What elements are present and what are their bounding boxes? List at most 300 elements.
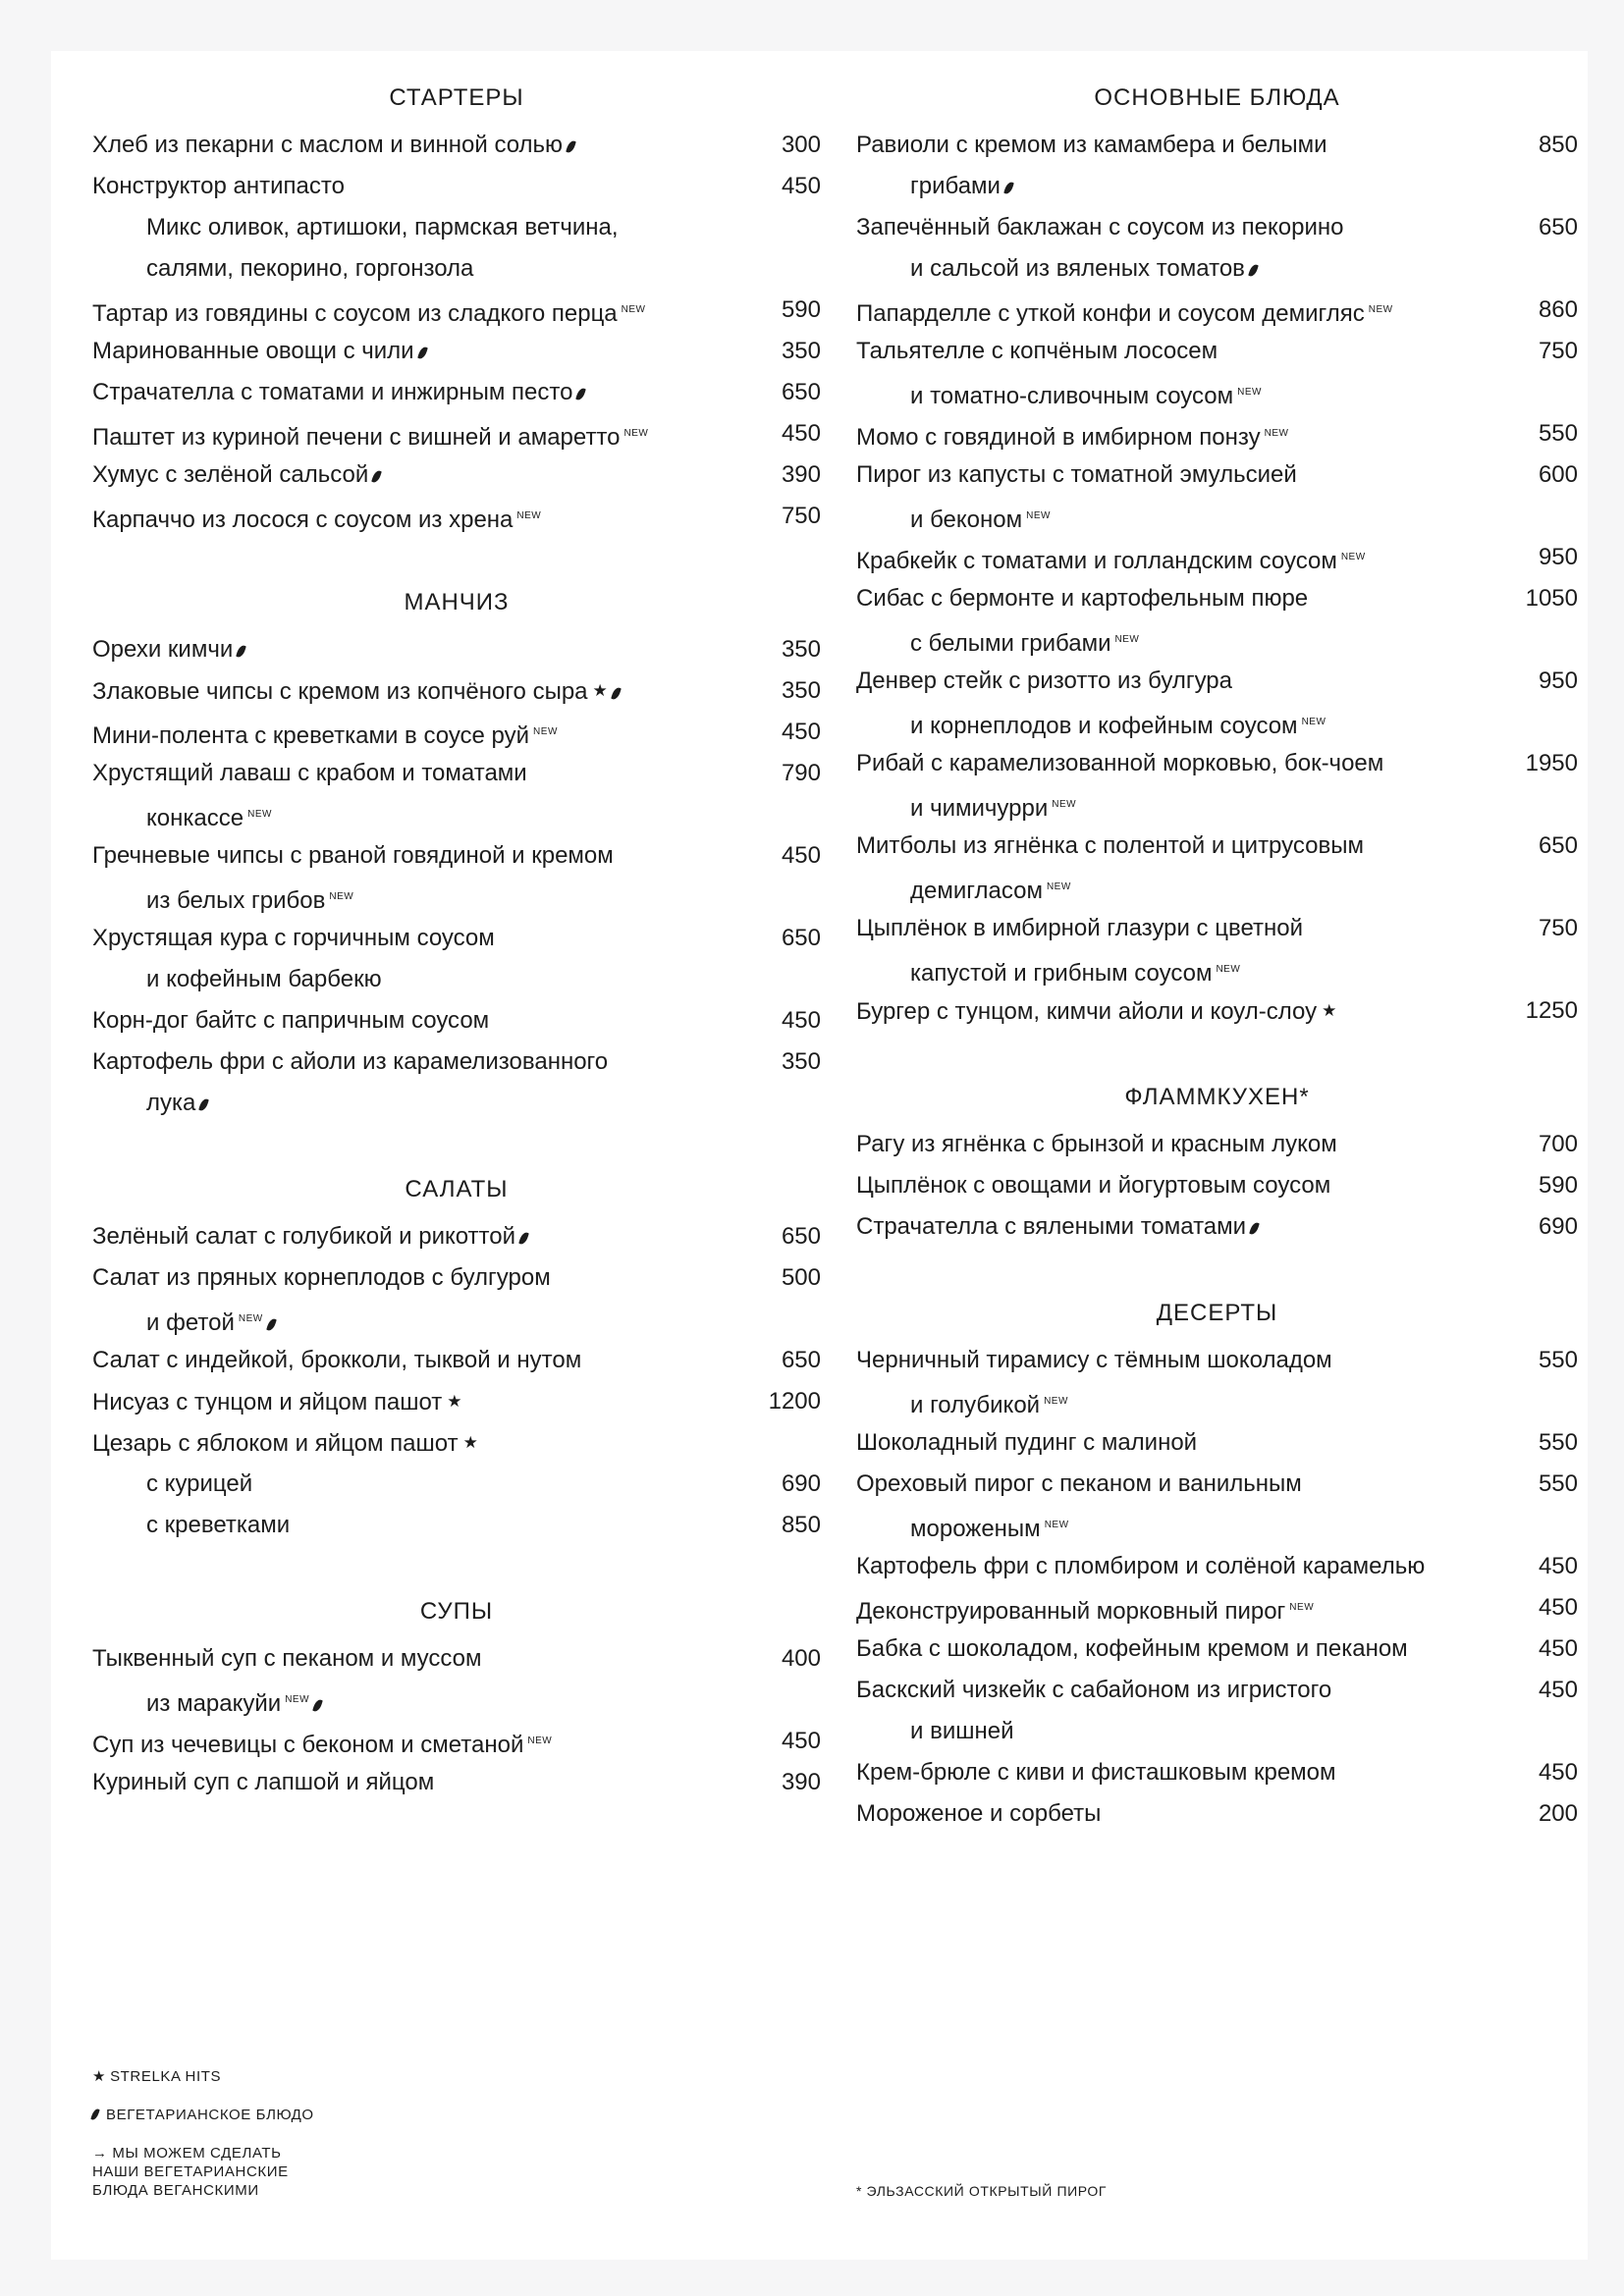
legend-vegan-line: → МЫ МОЖЕМ СДЕЛАТЬ (92, 2145, 282, 2162)
menu-item-description-text: Микс оливок, артишоки, пармская ветчина, (146, 214, 619, 240)
menu-item-price: 350 (781, 636, 821, 663)
menu-item-text: Пирог из капусты с томатной эмульсией (856, 461, 1297, 488)
menu-item-text: Папарделле с уткой конфи и соусом демигляс (856, 300, 1365, 327)
menu-item-text: и чимичурри (910, 795, 1049, 822)
menu-item-name (856, 1381, 1578, 1422)
menu-item-name (856, 413, 1578, 454)
legend-vegetarian (92, 2106, 314, 2124)
menu-item (856, 1793, 1578, 1835)
menu-item-text: Корн-дог байтс с папричным соусом (92, 1007, 490, 1034)
menu-item-name (856, 248, 1578, 290)
menu-item (856, 1206, 1578, 1248)
menu-item-name (856, 331, 1578, 372)
menu-item-name (856, 1711, 1578, 1752)
menu-item (92, 1257, 821, 1340)
leaf-icon (312, 1698, 323, 1713)
menu-item-text: и сальсой из вяленых томатов (910, 255, 1245, 282)
menu-column-right (856, 51, 1578, 1886)
menu-item-text: Куриный суп с лапшой и яйцом (92, 1769, 435, 1795)
menu-item-name (92, 918, 821, 959)
menu-item-price: 600 (1538, 461, 1578, 488)
menu-item-name (92, 959, 821, 1000)
menu-item-text: и беконом (910, 507, 1023, 533)
leaf-icon (90, 2108, 99, 2120)
menu-item (92, 454, 821, 496)
menu-item-text: Картофель фри с айоли из карамелизованного (92, 1048, 609, 1075)
new-badge: NEW (1340, 552, 1366, 562)
menu-section (856, 1083, 1578, 1248)
menu-item-price: 590 (1538, 1172, 1578, 1199)
menu-item-text: Тартар из говядины с соусом из сладкого перца (92, 300, 618, 327)
leaf-icon (1003, 181, 1014, 195)
leaf-icon (236, 644, 246, 659)
menu-item-variant (92, 1464, 821, 1505)
menu-item (856, 207, 1578, 290)
menu-item-name (92, 629, 821, 670)
menu-item-name (92, 331, 821, 372)
new-badge: NEW (1216, 964, 1241, 975)
menu-item (856, 990, 1578, 1032)
menu-item-text: демигласом (910, 878, 1043, 904)
menu-item-text: Сибас с бермонте и картофельным пюре (856, 585, 1309, 612)
menu-item-price: 1050 (1525, 585, 1578, 612)
star-icon: ★ (1322, 1001, 1337, 1020)
new-badge: NEW (1114, 634, 1140, 645)
menu-item-text: Крабкейк с томатами и голландским соусом (856, 548, 1337, 574)
menu-item-name (856, 949, 1578, 990)
menu-item-variant-name (92, 1464, 821, 1505)
menu-item-text: Мороженое и сорбеты (856, 1800, 1102, 1827)
legend (92, 2067, 314, 2219)
menu-item (92, 1721, 821, 1762)
menu-item-text: Картофель фри с пломбиром и солёной карамелью (856, 1553, 1426, 1579)
menu-item-description-text: салями, пекорино, горгонзола (146, 255, 474, 282)
menu-item (856, 331, 1578, 413)
menu-item-name (856, 1206, 1578, 1248)
section-title: МАНЧИЗ (404, 589, 510, 615)
section-title: САЛАТЫ (405, 1176, 509, 1202)
menu-item (92, 496, 821, 537)
menu-item-text: и фетой (146, 1309, 235, 1336)
menu-item-price: 750 (781, 503, 821, 529)
leaf-icon (199, 1097, 210, 1112)
menu-item-text: Хрустящая кура с горчичным соусом (92, 925, 495, 951)
menu-item (856, 826, 1578, 908)
menu-item-text: Хлеб из пекарни с маслом и винной солью (92, 132, 564, 158)
menu-item (856, 1629, 1578, 1670)
menu-item-text: Маринованные овощи с чили (92, 338, 414, 364)
menu-item-name (856, 496, 1578, 537)
menu-item-text: Зелёный салат с голубикой и рикоттой (92, 1223, 516, 1250)
menu-item (92, 166, 821, 290)
new-badge: NEW (285, 1694, 310, 1705)
menu-item-description (92, 207, 821, 248)
menu-item-text: Деконструированный морковный пирог (856, 1598, 1286, 1625)
menu-item-name (856, 826, 1578, 867)
menu-item-text: Цыплёнок в имбирной глазури с цветной (856, 915, 1303, 941)
new-badge: NEW (1044, 1396, 1068, 1407)
menu-item-price: 550 (1538, 1470, 1578, 1497)
menu-item-text: Баскский чизкейк с сабайоном из игристого (856, 1677, 1332, 1703)
menu-item-text: Цезарь с яблоком и яйцом пашот (92, 1430, 459, 1457)
menu-item-text: Запечённый баклажан с соусом из пекорино (856, 214, 1344, 240)
menu-item (92, 835, 821, 918)
menu-item-name (92, 835, 821, 877)
menu-item-text: Крем-брюле с киви и фисташковым кремом (856, 1759, 1336, 1786)
menu-item-price: 450 (1538, 1594, 1578, 1621)
menu-item-text: мороженым (910, 1516, 1041, 1542)
menu-item-price: 750 (1538, 338, 1578, 364)
menu-item-price: 450 (781, 420, 821, 447)
menu-item-name (856, 166, 1578, 207)
menu-item-text: Ореховый пирог с пеканом и ванильным (856, 1470, 1302, 1497)
menu-item-name (856, 372, 1578, 413)
menu-item-price: 450 (1538, 1759, 1578, 1786)
menu-item-price: 650 (781, 379, 821, 405)
menu-item-name (92, 753, 821, 794)
footnote: * ЭЛЬЗАССКИЙ ОТКРЫТЫЙ ПИРОГ (856, 2183, 1108, 2199)
menu-item-name (856, 454, 1578, 496)
star-icon: ★ (447, 1392, 462, 1411)
menu-item-text: из белых грибов (146, 887, 326, 914)
menu-item-name (92, 166, 821, 207)
section-title: ОСНОВНЫЕ БЛЮДА (1094, 84, 1340, 111)
menu-item-text: Тыквенный суп с пеканом и муссом (92, 1645, 482, 1672)
new-badge: NEW (1044, 1520, 1069, 1530)
menu-item-price: 700 (1538, 1131, 1578, 1157)
menu-item-text: Цыплёнок с овощами и йогуртовым соусом (856, 1172, 1331, 1199)
menu-item-price: 300 (781, 132, 821, 158)
menu-section (92, 1597, 821, 1803)
menu-item (92, 1041, 821, 1124)
menu-item-name (856, 1670, 1578, 1711)
menu-item (92, 372, 821, 413)
menu-item-price: 450 (781, 1728, 821, 1754)
menu-item-name (92, 454, 821, 496)
menu-item-name (856, 1165, 1578, 1206)
menu-item-text: и вишней (910, 1718, 1014, 1744)
menu-item (92, 629, 821, 670)
menu-item-text: Равиоли с кремом из камамбера и белыми (856, 132, 1327, 158)
menu-item (856, 454, 1578, 537)
menu-item (92, 753, 821, 835)
menu-item-price: 860 (1538, 296, 1578, 323)
menu-item-price: 650 (1538, 214, 1578, 240)
new-badge: NEW (621, 304, 646, 315)
menu-item-name (92, 1340, 821, 1381)
menu-item-price: 450 (1538, 1553, 1578, 1579)
star-icon: ★ (92, 2068, 107, 2085)
menu-item-text: Орехи кимчи (92, 636, 234, 663)
menu-item-text: Страчателла с томатами и инжирным песто (92, 379, 573, 405)
menu-item-text: Злаковые чипсы с кремом из копчёного сыра (92, 678, 588, 705)
menu-page (51, 51, 1588, 2260)
menu-item-name (92, 712, 821, 753)
menu-item-name (92, 1257, 821, 1299)
menu-item (856, 125, 1578, 207)
menu-item-name (92, 413, 821, 454)
menu-item-text: конкассе (146, 805, 244, 831)
menu-item-text: Митболы из ягнёнка с полентой и цитрусовым (856, 832, 1364, 859)
menu-item-text: Рагу из ягнёнка с брынзой и красным луком (856, 1131, 1337, 1157)
menu-item-name (856, 1752, 1578, 1793)
menu-item-name (856, 702, 1578, 743)
menu-item (856, 908, 1578, 990)
new-badge: NEW (1289, 1602, 1315, 1613)
menu-section (92, 588, 821, 1124)
menu-item-text: Суп из чечевицы с беконом и сметаной (92, 1732, 524, 1758)
menu-item-text: Момо с говядиной в имбирном понзу (856, 424, 1261, 451)
new-badge: NEW (1237, 387, 1262, 398)
menu-item-price: 200 (1538, 1800, 1578, 1827)
menu-item (856, 413, 1578, 454)
menu-section (856, 51, 1578, 1032)
menu-item-name (92, 1762, 821, 1803)
menu-item (92, 918, 821, 1000)
section-title: СУПЫ (419, 1598, 494, 1625)
menu-item-price: 450 (1538, 1635, 1578, 1662)
menu-item-name (856, 619, 1578, 661)
menu-item-text: Черничный тирамису с тёмным шоколадом (856, 1347, 1332, 1373)
menu-item (856, 537, 1578, 578)
menu-item-text: Хумус с зелёной сальсой (92, 461, 369, 488)
leaf-icon (611, 686, 622, 701)
menu-item-text: Нисуаз с тунцом и яйцом пашот (92, 1389, 443, 1415)
legend-vegan-line: НАШИ ВЕГЕТАРИАНСКИЕ (92, 2163, 289, 2180)
section-title: ФЛАММКУХЕН* (1124, 1084, 1310, 1110)
menu-item-price: 750 (1538, 915, 1578, 941)
menu-item-variant-price: 850 (781, 1512, 821, 1538)
menu-item-name (92, 290, 821, 331)
menu-item (92, 1000, 821, 1041)
menu-item-price: 950 (1538, 667, 1578, 694)
leaf-icon (371, 469, 382, 484)
menu-item-text: Гречневые чипсы с рваной говядиной и кремом (92, 842, 614, 869)
menu-item-text: Салат из пряных корнеплодов с булгуром (92, 1264, 551, 1291)
menu-item-variant-name (92, 1505, 821, 1546)
menu-item-description (92, 248, 821, 290)
menu-item-price: 650 (781, 1347, 821, 1373)
menu-item-name (856, 125, 1578, 166)
leaf-icon (1248, 263, 1259, 278)
menu-item-text: Паштет из куриной печени с вишней и амаретто (92, 424, 621, 451)
menu-item-name (856, 784, 1578, 826)
menu-item-name (92, 1041, 821, 1083)
menu-item-name (856, 661, 1578, 702)
menu-item-price: 1250 (1525, 997, 1578, 1024)
menu-item-price: 350 (781, 1048, 821, 1075)
menu-item-text: капустой и грибным соусом (910, 960, 1213, 987)
menu-item-variant (92, 1505, 821, 1546)
menu-item-name (92, 1000, 821, 1041)
menu-item (92, 1762, 821, 1803)
menu-item-text: Страчателла с вялеными томатами (856, 1213, 1247, 1240)
menu-item-name (92, 1721, 821, 1762)
menu-item (856, 661, 1578, 743)
menu-item-name (856, 1464, 1578, 1505)
menu-item-name (92, 125, 821, 166)
menu-item-price: 790 (781, 760, 821, 786)
menu-item-text: Мини-полента с креветками в соусе руй (92, 722, 530, 749)
menu-item-name (92, 877, 821, 918)
menu-item-price: 450 (781, 842, 821, 869)
menu-item-text: Тальятелле с копчёным лососем (856, 338, 1218, 364)
menu-item-variant-text: с курицей (146, 1470, 253, 1497)
new-badge: NEW (516, 510, 542, 521)
menu-item-price: 350 (781, 338, 821, 364)
menu-item-price: 650 (781, 925, 821, 951)
new-badge: NEW (527, 1735, 553, 1746)
menu-item-name (856, 290, 1578, 331)
menu-item (856, 290, 1578, 331)
menu-item-name (92, 1638, 821, 1680)
menu-item-price: 400 (781, 1645, 821, 1672)
legend-vegan-line: БЛЮДА ВЕГАНСКИМИ (92, 2182, 259, 2199)
menu-column-left (92, 51, 821, 1854)
menu-item-name (92, 670, 821, 712)
menu-item-price: 590 (781, 296, 821, 323)
menu-item-name (856, 1124, 1578, 1165)
menu-item (856, 1587, 1578, 1629)
new-badge: NEW (1264, 428, 1289, 439)
menu-item (92, 125, 821, 166)
new-badge: NEW (238, 1313, 263, 1324)
new-badge: NEW (623, 428, 649, 439)
menu-item-name (856, 743, 1578, 784)
menu-item-name (856, 1629, 1578, 1670)
menu-item-price: 390 (781, 461, 821, 488)
star-icon: ★ (592, 681, 608, 700)
menu-item-variant-price: 690 (781, 1470, 821, 1497)
menu-item-name (856, 578, 1578, 619)
menu-item-price: 550 (1538, 1347, 1578, 1373)
menu-item (856, 743, 1578, 826)
menu-item-name (92, 1680, 821, 1721)
menu-section (92, 1175, 821, 1546)
legend-hits (92, 2067, 314, 2086)
menu-item-text: Денвер стейк с ризотто из булгура (856, 667, 1233, 694)
menu-item-name (856, 207, 1578, 248)
menu-item-name (92, 1381, 821, 1422)
menu-item-name (856, 1793, 1578, 1835)
new-badge: NEW (1368, 304, 1393, 315)
legend-hits-label: STRELKA HITS (110, 2068, 222, 2085)
new-badge: NEW (247, 809, 272, 820)
menu-item-text: грибами (910, 173, 1001, 199)
menu-item-text: Салат с индейкой, брокколи, тыквой и нутом (92, 1347, 582, 1373)
menu-item-name (856, 908, 1578, 949)
menu-item-text: и голубикой (910, 1392, 1041, 1418)
menu-section (92, 51, 821, 537)
menu-item (856, 578, 1578, 661)
new-badge: NEW (1052, 799, 1077, 810)
menu-item-text: и кофейным барбекю (146, 966, 382, 992)
leaf-icon (1249, 1221, 1260, 1236)
menu-item-price: 350 (781, 677, 821, 704)
menu-item-name (856, 1587, 1578, 1629)
menu-item-text: Шоколадный пудинг с малиной (856, 1429, 1198, 1456)
new-badge: NEW (533, 726, 558, 737)
menu-item (92, 712, 821, 753)
menu-item-text: Хрустящий лаваш с крабом и томатами (92, 760, 527, 786)
leaf-icon (266, 1317, 277, 1332)
leaf-icon (566, 139, 576, 154)
menu-item-text: Конструктор антипасто (92, 173, 345, 199)
menu-item-price: 650 (781, 1223, 821, 1250)
menu-item (92, 1381, 821, 1422)
menu-item-price: 390 (781, 1769, 821, 1795)
menu-item (856, 1464, 1578, 1546)
menu-item (856, 1546, 1578, 1587)
menu-item (856, 1752, 1578, 1793)
menu-item-name (92, 496, 821, 537)
menu-item-name (856, 1422, 1578, 1464)
menu-item-price: 550 (1538, 420, 1578, 447)
menu-item-name (92, 372, 821, 413)
star-icon: ★ (462, 1433, 478, 1452)
menu-item (92, 290, 821, 331)
menu-item-price: 450 (781, 173, 821, 199)
menu-item (92, 1638, 821, 1721)
menu-item-name (856, 537, 1578, 578)
menu-item (856, 1165, 1578, 1206)
menu-item (856, 1670, 1578, 1752)
menu-item-price: 450 (781, 719, 821, 745)
menu-item-price: 1200 (768, 1388, 821, 1415)
menu-item-price: 450 (1538, 1677, 1578, 1703)
menu-item-price: 1950 (1525, 750, 1578, 776)
menu-item (856, 1124, 1578, 1165)
menu-item (92, 1340, 821, 1381)
menu-item-name (92, 1422, 821, 1464)
menu-item-price: 450 (781, 1007, 821, 1034)
menu-item-name (92, 1083, 821, 1124)
menu-item-price: 850 (1538, 132, 1578, 158)
menu-item (856, 1340, 1578, 1422)
menu-item (92, 413, 821, 454)
menu-item-name (856, 1340, 1578, 1381)
menu-item-text: и томатно-сливочным соусом (910, 383, 1234, 409)
menu-item-name (856, 990, 1578, 1032)
leaf-icon (576, 387, 587, 401)
menu-item-text: с белыми грибами (910, 630, 1111, 657)
menu-item-text: Карпаччо из лосося с соусом из хрена (92, 507, 514, 533)
legend-vegetarian-label: ВЕГЕТАРИАНСКОЕ БЛЮДО (106, 2107, 314, 2123)
menu-item (856, 1422, 1578, 1464)
menu-item-name (92, 794, 821, 835)
menu-item (92, 1422, 821, 1546)
menu-item-text: Бабка с шоколадом, кофейным кремом и пеканом (856, 1635, 1408, 1662)
menu-item-price: 950 (1538, 544, 1578, 570)
menu-item-text: Бургер с тунцом, кимчи айоли и коул-слоу (856, 998, 1318, 1025)
new-badge: NEW (1301, 717, 1326, 727)
section-title: СТАРТЕРЫ (389, 84, 524, 111)
menu-item-price: 690 (1538, 1213, 1578, 1240)
menu-item (92, 331, 821, 372)
leaf-icon (417, 346, 428, 360)
menu-item-text: лука (146, 1090, 196, 1116)
section-title: ДЕСЕРТЫ (1156, 1300, 1278, 1326)
menu-section (856, 1299, 1578, 1835)
menu-item-text: Рибай с карамелизованной морковью, бок-чоем (856, 750, 1384, 776)
menu-item-text: из маракуйи (146, 1690, 282, 1717)
menu-item-price: 550 (1538, 1429, 1578, 1456)
menu-item-name (856, 867, 1578, 908)
menu-item-name (92, 1216, 821, 1257)
new-badge: NEW (1026, 510, 1051, 521)
menu-item (92, 670, 821, 712)
new-badge: NEW (329, 891, 354, 902)
